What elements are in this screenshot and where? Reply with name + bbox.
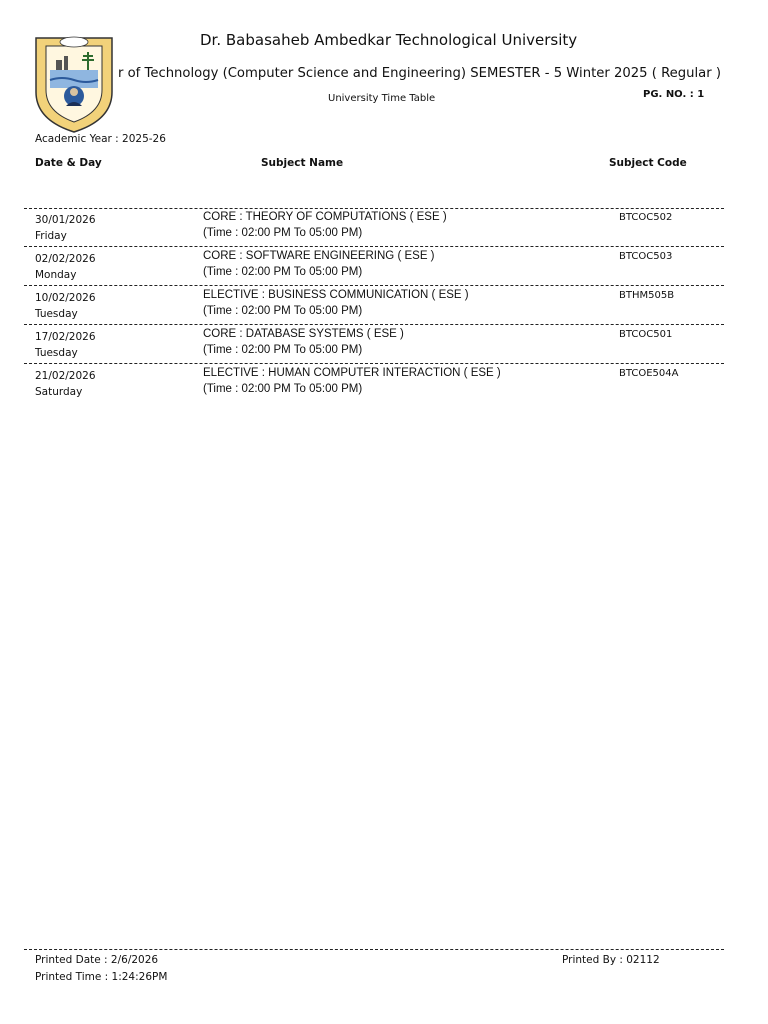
row-divider [24,285,724,286]
row-divider [24,324,724,325]
exam-date-day: 21/02/2026 Saturday [35,370,96,398]
exam-subject: ELECTIVE : HUMAN COMPUTER INTERACTION ( ESE ) (Time : 02:00 PM To 05:00 PM) [203,367,501,395]
exam-subject: CORE : DATABASE SYSTEMS ( ESE ) (Time : 02:00 PM To 05:00 PM) [203,328,404,356]
table-row [0,288,768,326]
row-divider [24,246,724,247]
exam-date-day: 30/01/2026 Friday [35,214,96,242]
university-seal-icon [28,30,120,134]
table-row [0,210,768,248]
timetable-title: University Time Table [328,93,436,104]
exam-date-day: 17/02/2026 Tuesday [35,331,96,359]
exam-subject: CORE : THEORY OF COMPUTATIONS ( ESE ) (Time : 02:00 PM To 05:00 PM) [203,211,447,239]
subject-code: BTCOC503 [619,251,673,262]
table-row [0,327,768,365]
academic-year: Academic Year : 2025-26 [35,133,166,145]
printed-by: Printed By : 02112 [562,954,660,966]
page-number: PG. NO. : 1 [643,89,705,100]
table-row [0,366,768,404]
exam-subject: CORE : SOFTWARE ENGINEERING ( ESE ) (Time : 02:00 PM To 05:00 PM) [203,250,435,278]
subject-code: BTCOC502 [619,212,673,223]
subject-code: BTCOC501 [619,329,673,340]
column-header-date: Date & Day [35,157,102,169]
subject-code: BTHM505B [619,290,675,301]
university-name: Dr. Babasaheb Ambedkar Technological University [200,31,578,49]
exam-date-day: 10/02/2026 Tuesday [35,292,96,320]
program-title: r of Technology (Computer Science and Engineering) SEMESTER - 5 Winter 2025 ( Regular ) [118,66,721,81]
column-header-subject: Subject Name [261,157,344,169]
row-divider [24,363,724,364]
table-row [0,249,768,287]
printed-date: Printed Date : 2/6/2026 [35,954,159,966]
subject-code: BTCOE504A [619,368,679,379]
column-header-code: Subject Code [609,157,687,169]
exam-subject: ELECTIVE : BUSINESS COMMUNICATION ( ESE ) (Time : 02:00 PM To 05:00 PM) [203,289,469,317]
printed-time: Printed Time : 1:24:26PM [35,971,168,983]
exam-date-day: 02/02/2026 Monday [35,253,96,281]
footer-divider [24,949,724,950]
row-divider [24,208,724,209]
